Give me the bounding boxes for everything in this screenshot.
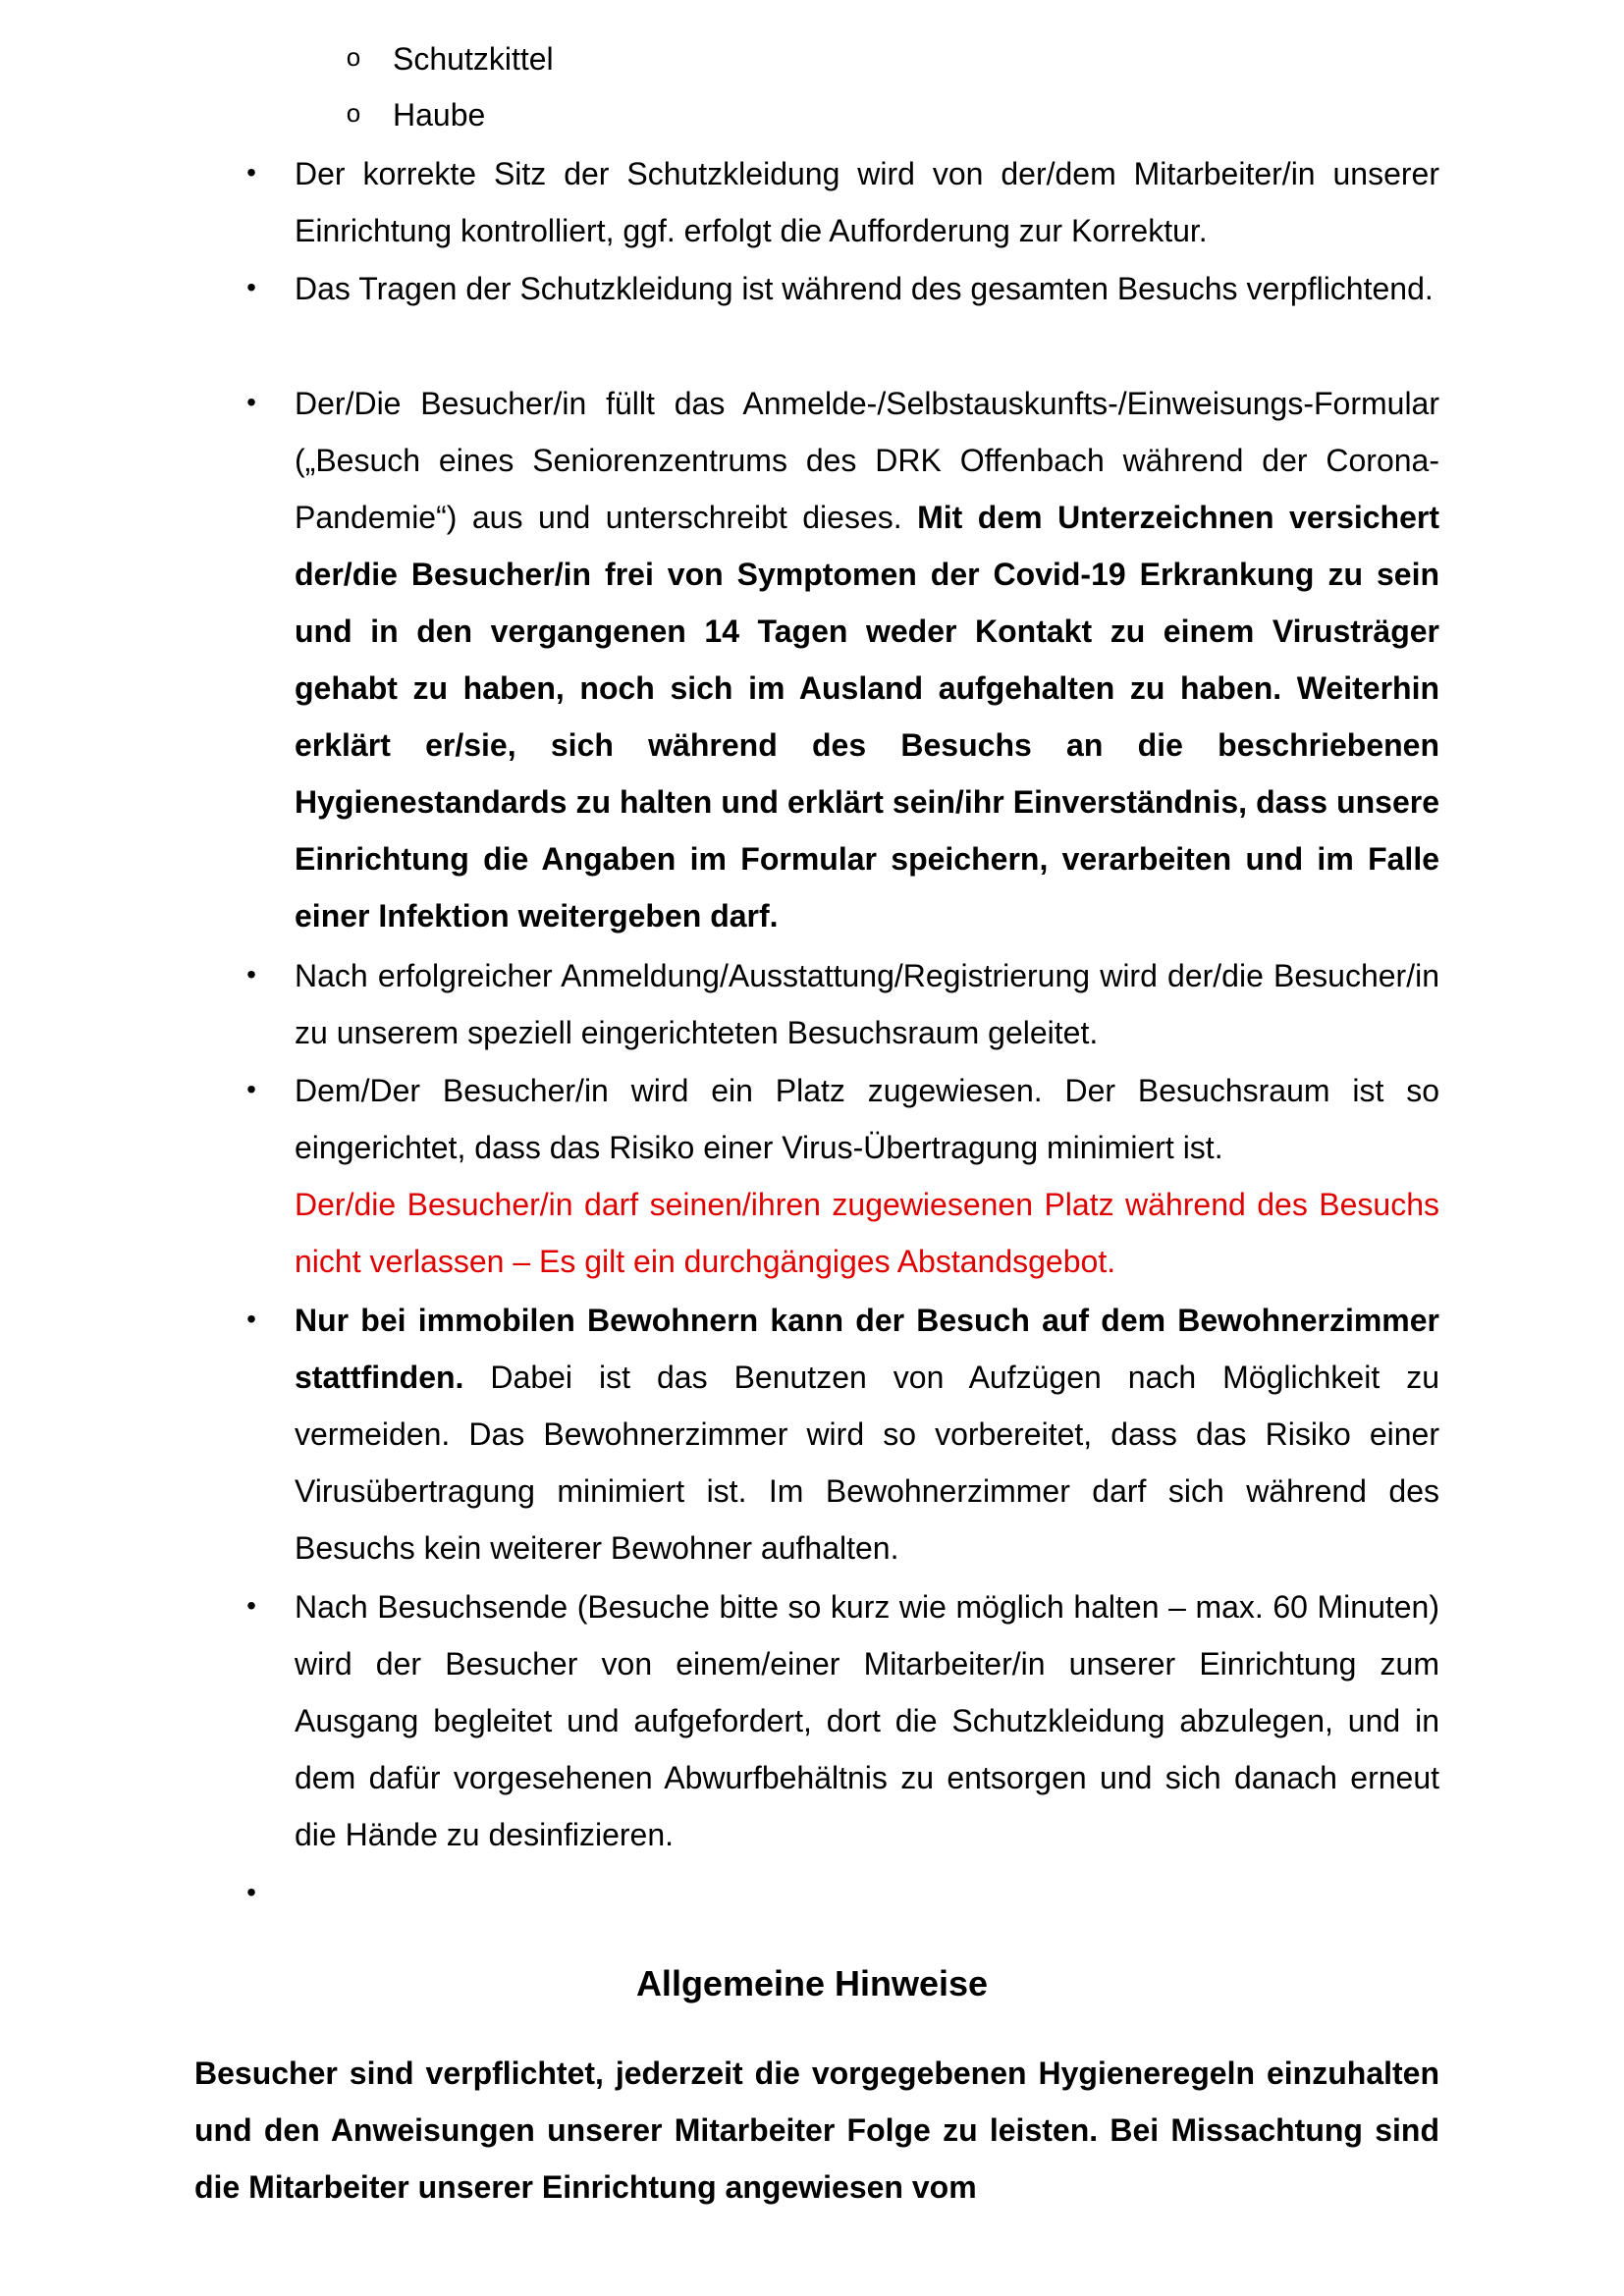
section-paragraph: Besucher sind verpflichtet, jederzeit die vorgegebenen Hygieneregeln einzuhalten und den Anweisungen unserer Mitarbeiter Folge zu leisten. Bei Missachtung sind die Mitarbeiter unserer Einrichtung angewiesen vom	[194, 2056, 1439, 2205]
sub-list-item: Haube	[393, 97, 486, 133]
section-heading: Allgemeine Hinweise	[635, 1963, 989, 2003]
item-text: Der/Die Besucher/in füllt das Anmelde-/Selbstauskunfts-/Einweisungs-Formular („Besuch eines Seniorenzentrums des DRK Offenbach während der Corona-Pandemie“) aus und unterschreibt dieses.	[295, 386, 1439, 535]
list-item	[295, 1062, 1439, 1290]
bullet-dot-icon: •	[246, 387, 256, 417]
list-item	[295, 375, 1439, 944]
item-bold-text: Nur bei immobilen Bewohnern kann der Besuch auf dem Bewohnerzimmer stattfinden.	[295, 1303, 1439, 1395]
bullet-dot-icon: •	[246, 1074, 256, 1104]
bullet-dot-icon: •	[246, 272, 256, 302]
item-bold-text: Mit dem Unterzeichnen versichert der/die Besucher/in frei von Symptomen der Covid-19 Erkrankung zu sein und in den vergangenen 14 Tagen weder Kontakt zu einem Virusträger gehabt zu haben, noch sich im Ausland aufgehalten zu haben. Weiterhin erklärt er/sie, sich während des Besuchs an die beschriebenen Hygienestandards zu halten und erklärt sein/ihr Einverständnis, dass unsere Einrichtung die Angaben im Formular speichern, verarbeiten und im Falle einer Infektion weitergeben darf.	[295, 500, 1440, 934]
bullet-dot-icon: •	[246, 1590, 256, 1621]
bullet-dot-icon: •	[246, 1877, 256, 1907]
list-item	[295, 1292, 1439, 1576]
bullet-dot-icon: •	[246, 1304, 256, 1334]
item-text: Dabei ist das Benutzen von Aufzügen nach Möglichkeit zu vermeiden. Das Bewohnerzimmer wird so vorbereitet, dass das Risiko einer Virusübertragung minimiert ist. Im Bewohnerzimmer darf sich während des Besuchs kein weiterer Bewohner aufhalten.	[295, 1360, 1439, 1566]
item-text: Dem/Der Besucher/in wird ein Platz zugewiesen. Der Besuchsraum ist so eingerichtet, dass das Risiko einer Virus-Übertragung minimiert ist.	[295, 1073, 1439, 1165]
bullet-dot-icon: •	[246, 157, 256, 187]
sub-bullet-circle-icon: o	[346, 42, 361, 72]
sub-bullet-circle-icon: o	[346, 98, 361, 128]
bullet-dot-icon: •	[246, 959, 256, 989]
list-item: Nach Besuchsende (Besuche bitte so kurz wie möglich halten – max. 60 Minuten) wird der Besucher von einem/einer Mitarbeiter/in unserer Einrichtung zum Ausgang begleitet und aufgefordert, dort die Schutzkleidung abzulegen, und in dem dafür vorgesehenen Abwurfbehältnis zu entsorgen und sich danach erneut die Hände zu desinfizieren.	[295, 1589, 1439, 1852]
list-item: Das Tragen der Schutzkleidung ist während des gesamten Besuchs verpflichtend.	[295, 271, 1434, 306]
sub-list-item: Schutzkittel	[393, 41, 554, 77]
list-item: Nach erfolgreicher Anmeldung/Ausstattung/Registrierung wird der/die Besucher/in zu unserem speziell eingerichteten Besuchsraum geleitet.	[295, 958, 1439, 1050]
list-item: Der korrekte Sitz der Schutzkleidung wird von der/dem Mitarbeiter/in unserer Einrichtung kontrolliert, ggf. erfolgt die Aufforderung zur Korrektur.	[295, 156, 1439, 248]
warning-text: Der/die Besucher/in darf seinen/ihren zugewiesenen Platz während des Besuchs nicht verlassen – Es gilt ein durchgängiges Abstandsgebot.	[295, 1187, 1439, 1279]
